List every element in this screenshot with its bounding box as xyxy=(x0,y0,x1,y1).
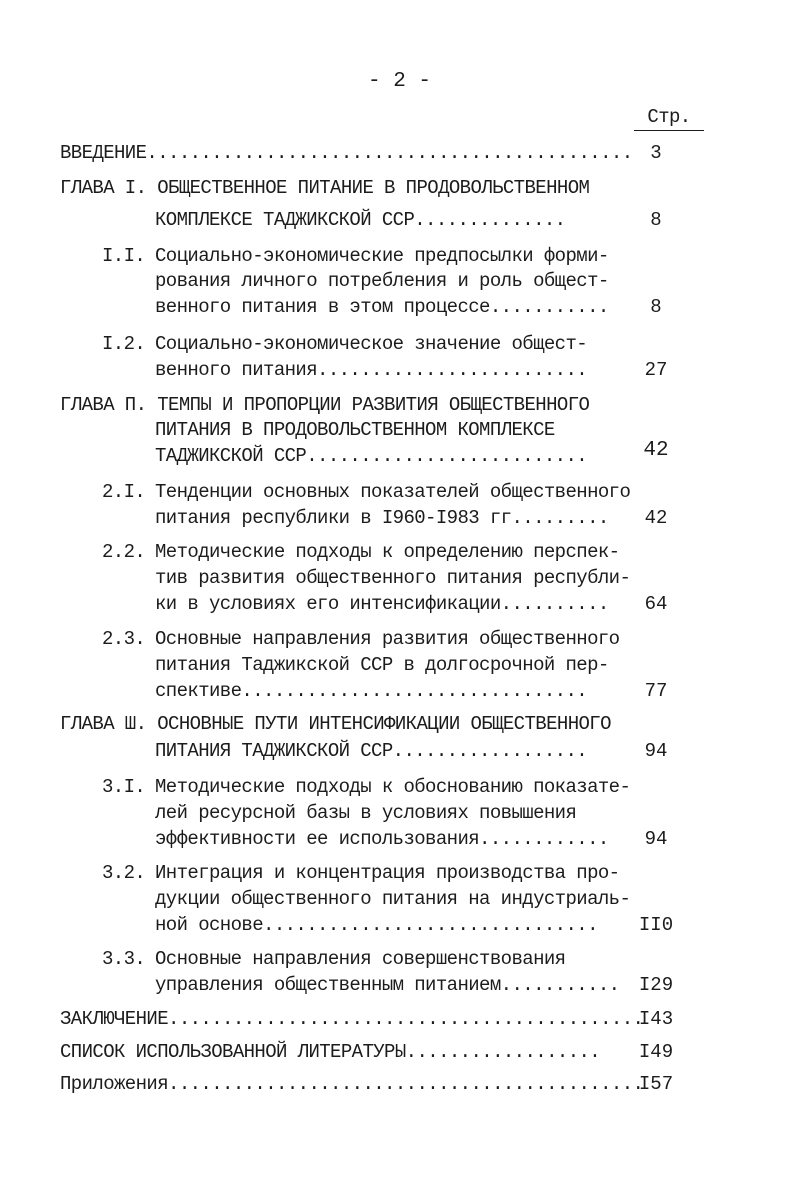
toc-page-section-1-2: 27 xyxy=(644,359,668,381)
toc-chapter-3-title-cont: ПИТАНИЯ ТАДЖИКСКОЙ ССР.................. xyxy=(155,740,588,762)
toc-chapter-1-title: ГЛАВА I. ОБЩЕСТВЕННОЕ ПИТАНИЕ В ПРОДОВОЛЬСТВЕННОМ xyxy=(60,177,590,199)
toc-section-3-1-title-cont: эффективности ее использования............ xyxy=(155,828,609,850)
toc-section-3-1-title: Методические подходы к обоснованию показате- xyxy=(155,776,631,798)
toc-chapter-2-title-cont: ТАДЖИКСКОЙ ССР.......................... xyxy=(155,445,588,467)
toc-page-section-1-1: 8 xyxy=(650,296,662,318)
toc-chapter-2-title: ГЛАВА П. ТЕМПЫ И ПРОПОРЦИИ РАЗВИТИЯ ОБЩЕСТВЕННОГО xyxy=(60,394,590,416)
toc-section-number: I.I. xyxy=(102,245,146,267)
toc-section-number: 3.I. xyxy=(102,776,146,798)
toc-page-section-3-1: 94 xyxy=(644,828,668,850)
toc-section-number: 2.3. xyxy=(102,628,146,650)
toc-page-chapter-1: 8 xyxy=(650,209,662,231)
toc-section-1-2-title: Социально-экономическое значение общест- xyxy=(155,333,588,355)
page-column-header: Стр. xyxy=(634,106,704,131)
toc-page-section-3-3: I29 xyxy=(638,974,674,996)
toc-section-2-3-title-cont: спективе................................ xyxy=(155,680,588,702)
toc-section-number: 3.2. xyxy=(102,862,146,884)
toc-entry-appendices: Приложения............................................ xyxy=(60,1073,644,1095)
toc-entry-bibliography: СПИСОК ИСПОЛЬЗОВАННОЙ ЛИТЕРАТУРЫ.................. xyxy=(60,1041,601,1063)
toc-page-chapter-3: 94 xyxy=(644,740,668,762)
toc-section-number: I.2. xyxy=(102,333,146,355)
toc-section-2-3-title-cont: питания Таджикской ССР в долгосрочной пер- xyxy=(155,654,609,676)
toc-section-2-3-title: Основные направления развития общественного xyxy=(155,628,620,650)
toc-page-section-2-3: 77 xyxy=(644,680,668,702)
toc-entry-conclusion: ЗАКЛЮЧЕНИЕ............................................ xyxy=(60,1008,644,1030)
toc-section-1-1-title-cont: рования личного потребления и роль общест- xyxy=(155,270,609,292)
toc-section-3-2-title-cont: ной основе............................... xyxy=(155,914,598,936)
toc-section-1-2-title-cont: венного питания......................... xyxy=(155,359,588,381)
toc-section-3-3-title: Основные направления совершенствования xyxy=(155,948,566,970)
toc-section-2-2-title-cont: тив развития общественного питания республи- xyxy=(155,567,631,589)
toc-section-2-1-title: Тенденции основных показателей общественного xyxy=(155,481,631,503)
toc-section-number: 3.3. xyxy=(102,948,146,970)
toc-section-1-1-title-cont: венного питания в этом процессе........... xyxy=(155,296,609,318)
toc-page-conclusion: I43 xyxy=(638,1008,674,1030)
toc-chapter-3-title: ГЛАВА Ш. ОСНОВНЫЕ ПУТИ ИНТЕНСИФИКАЦИИ ОБЩЕСТВЕННОГО xyxy=(60,713,611,735)
toc-section-3-1-title-cont: лей ресурсной базы в условиях повышения xyxy=(155,802,577,824)
toc-page-bibliography: I49 xyxy=(638,1041,674,1063)
toc-chapter-1-title-cont: КОМПЛЕКСЕ ТАДЖИКСКОЙ ССР.............. xyxy=(155,209,566,231)
toc-section-1-1-title: Социально-экономические предпосылки форми- xyxy=(155,245,609,267)
toc-page-appendices: I57 xyxy=(638,1073,674,1095)
page-number: - 2 - xyxy=(367,70,431,93)
toc-page-section-2-2: 64 xyxy=(644,593,668,615)
toc-page-introduction: 3 xyxy=(650,142,662,164)
toc-section-2-2-title: Методические подходы к определению перспек- xyxy=(155,541,620,563)
toc-page-section-3-2: II0 xyxy=(638,914,674,936)
toc-chapter-2-title-cont: ПИТАНИЯ В ПРОДОВОЛЬСТВЕННОМ КОМПЛЕКСЕ xyxy=(155,419,555,441)
toc-section-3-2-title: Интеграция и концентрация производства про- xyxy=(155,862,620,884)
toc-page-chapter-2: 42 xyxy=(643,439,669,462)
toc-section-number: 2.2. xyxy=(102,541,146,563)
toc-section-3-3-title-cont: управления общественным питанием........... xyxy=(155,974,620,996)
toc-section-2-2-title-cont: ки в условиях его интенсификации.......... xyxy=(155,593,609,615)
toc-section-2-1-title-cont: питания республики в I960-I983 гг......... xyxy=(155,507,609,529)
toc-section-number: 2.I. xyxy=(102,481,146,503)
toc-entry-introduction: ВВЕДЕНИЕ............................................. xyxy=(60,142,633,164)
toc-section-3-2-title-cont: дукции общественного питания на индустриаль- xyxy=(155,888,631,910)
toc-page-section-2-1: 42 xyxy=(644,507,668,529)
